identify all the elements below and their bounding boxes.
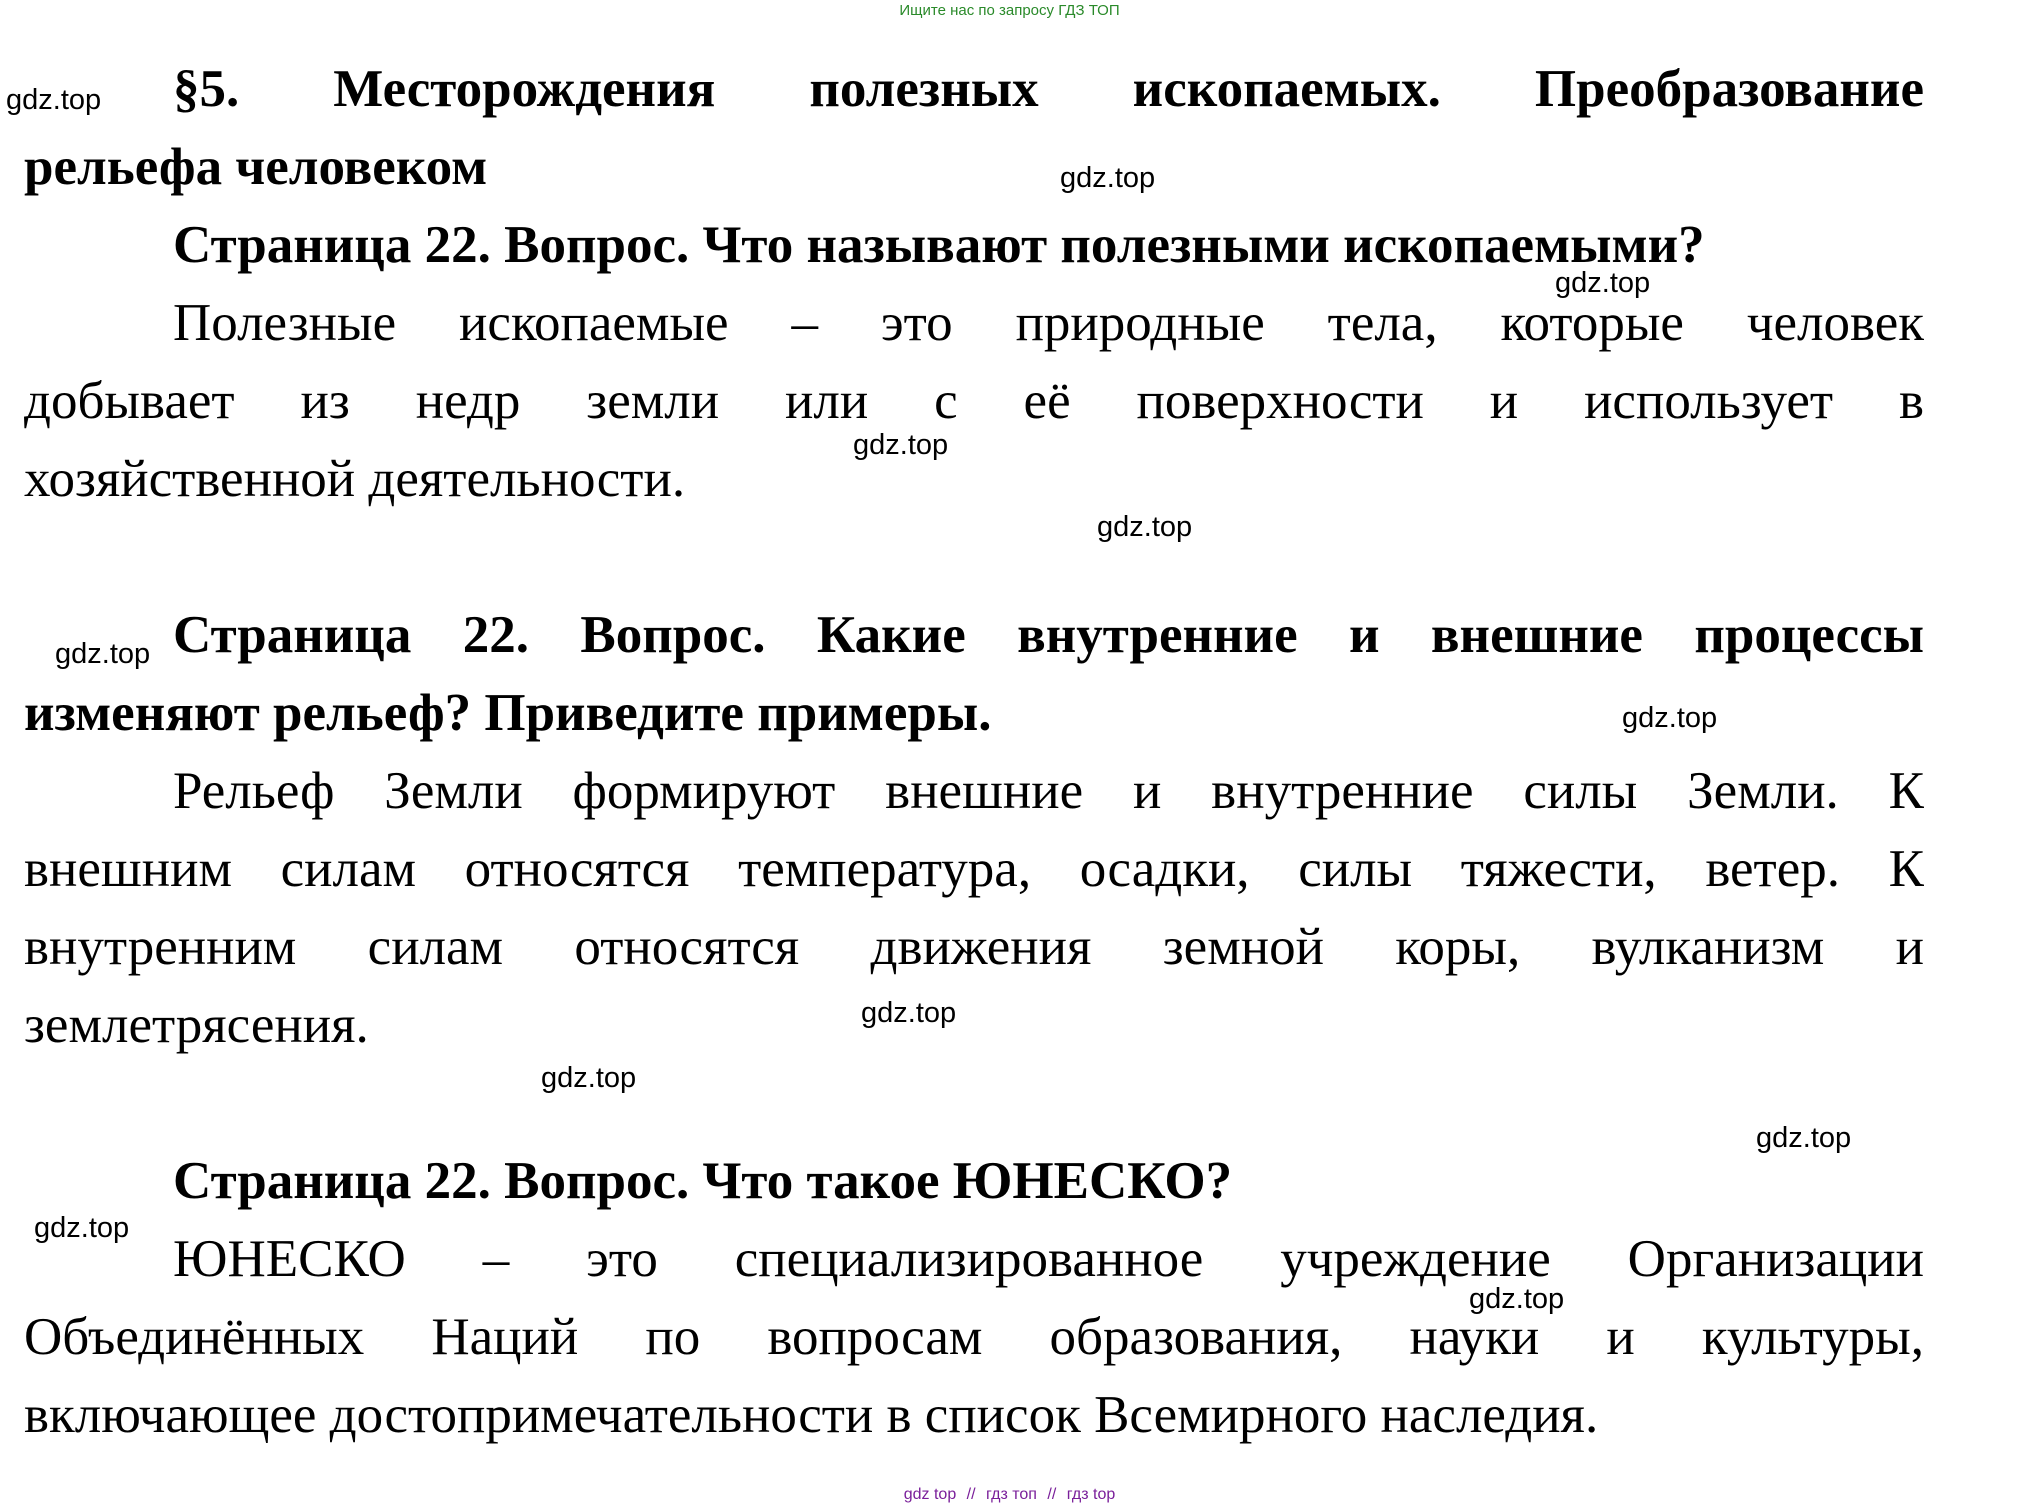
answer-2-line-2: внешним силам относятся температура, осадки, силы тяжести, ветер. К [24,840,1924,898]
section-title-line-1: §5. Месторождения полезных ископаемых. Преобразование [173,60,1924,118]
question-1-heading: Страница 22. Вопрос. Что называют полезными ископаемыми? [173,216,1705,274]
watermark: gdz.top [1622,702,1718,734]
answer-2-line-3: внутренним силам относятся движения земной коры, вулканизм и [24,918,1924,976]
answer-2-line-1: Рельеф Земли формируют внешние и внутренние силы Земли. К [173,762,1924,820]
document-page [24,50,1924,1454]
watermark: gdz.top [1469,1283,1565,1315]
answer-2-line-4: землетрясения. [24,996,369,1054]
watermark: gdz.top [1097,511,1193,543]
answer-1-line-1: Полезные ископаемые – это природные тела, которые человек [173,294,1924,352]
watermark: gdz.top [55,638,151,670]
answer-1-line-3: хозяйственной деятельности. [24,450,686,508]
watermark: gdz.top [861,997,957,1029]
footer-separator: // [1047,1486,1057,1503]
footer-link[interactable]: gdz top [903,1486,957,1503]
footer-link[interactable]: гдз топ [986,1486,1037,1503]
answer-1-line-2: добывает из недр земли или с её поверхности и использует в [24,372,1924,430]
watermark: gdz.top [1555,267,1651,299]
section-title-line-2: рельефа человеком [24,138,488,196]
watermark: gdz.top [1060,162,1156,194]
question-3-heading: Страница 22. Вопрос. Что такое ЮНЕСКО? [173,1152,1233,1210]
footer-separator: // [966,1486,976,1503]
watermark: gdz.top [34,1212,130,1244]
watermark: gdz.top [6,84,102,116]
question-2-heading-line-2: изменяют рельеф? Приведите примеры. [24,684,992,742]
watermark: gdz.top [541,1062,637,1094]
watermark: gdz.top [1756,1122,1852,1154]
answer-3-line-1: ЮНЕСКО – это специализированное учреждение Организации [173,1230,1924,1288]
question-2-heading-line-1: Страница 22. Вопрос. Какие внутренние и внешние процессы [173,606,1924,664]
spacer [24,518,1924,596]
answer-3-line-2: Объединённых Наций по вопросам образования, науки и культуры, [24,1308,1924,1366]
answer-3-line-3: включающее достопримечательности в список Всемирного наследия. [24,1386,1599,1444]
footer-link[interactable]: гдз top [1066,1486,1116,1503]
top-banner: Ищите нас по запросу ГДЗ ТОП [899,2,1120,19]
spacer [24,1064,1924,1142]
watermark: gdz.top [853,429,949,461]
footer-links [0,1486,2019,1504]
